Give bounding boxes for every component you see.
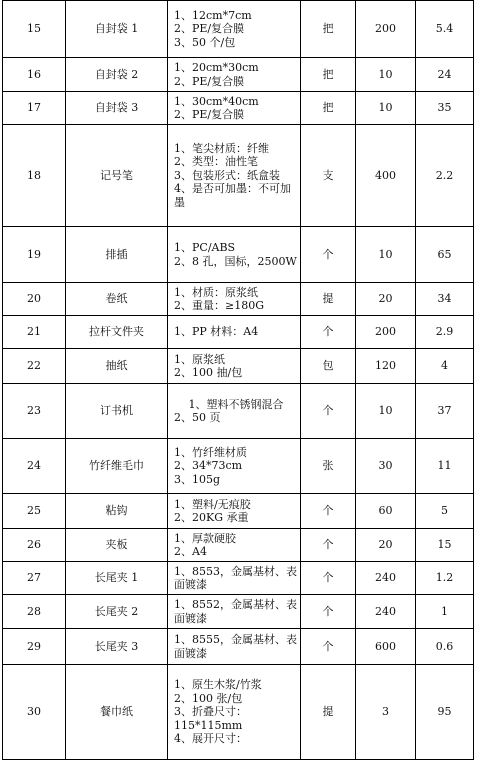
unit-price-cell: 15	[416, 529, 474, 562]
unit-cell: 张	[301, 439, 356, 494]
quantity-cell: 60	[356, 494, 416, 529]
row-number-cell: 15	[3, 1, 66, 58]
spec-cell	[168, 92, 301, 125]
spec-cell	[168, 283, 301, 316]
spec-line: 2、34*73cm	[174, 459, 243, 473]
spec-line: 1、PC/ABS	[174, 241, 236, 254]
quantity-cell: 10	[356, 92, 416, 125]
unit-price-cell: 65	[416, 227, 474, 283]
unit-price-cell: 95	[416, 665, 474, 760]
procurement-table-page	[2, 0, 474, 760]
row-number-cell: 20	[3, 283, 66, 316]
unit-cell: 个	[301, 529, 356, 562]
spec-line: 2、50 页	[174, 411, 221, 424]
table-row	[3, 439, 474, 494]
spec-line: 3、折叠尺寸：115*115mm	[174, 705, 247, 732]
unit-price-cell: 0.6	[416, 629, 474, 665]
quantity-cell: 240	[356, 595, 416, 629]
item-name-cell: 餐巾纸	[66, 665, 168, 760]
row-number-cell: 18	[3, 125, 66, 227]
row-number-cell: 25	[3, 494, 66, 529]
unit-cell: 个	[301, 595, 356, 629]
table-row	[3, 595, 474, 629]
spec-cell	[168, 665, 301, 760]
spec-line: 1、20cm*30cm	[174, 61, 259, 74]
unit-cell: 支	[301, 125, 356, 227]
unit-price-cell: 34	[416, 283, 474, 316]
row-number-cell: 16	[3, 58, 66, 92]
table-row	[3, 665, 474, 760]
quantity-cell: 240	[356, 562, 416, 595]
item-name-cell: 长尾夹 1	[66, 562, 168, 595]
row-number-cell: 23	[3, 384, 66, 439]
table-row	[3, 529, 474, 562]
row-number-cell: 29	[3, 629, 66, 665]
item-name-cell: 排插	[66, 227, 168, 283]
spec-cell	[168, 629, 301, 665]
table-row	[3, 58, 474, 92]
table-body	[3, 1, 474, 760]
spec-line: 1、8553，金属基材、表面镀漆	[174, 564, 297, 591]
spec-line: 2、8 孔，国标，2500W	[174, 254, 297, 268]
table-row	[3, 1, 474, 58]
spec-line: 1、塑料/无痕胶	[174, 497, 251, 511]
spec-line: 2、20KG 承重	[174, 511, 249, 524]
row-number-cell: 22	[3, 349, 66, 384]
spec-line: 1、PP 材料：A4	[174, 325, 259, 339]
quantity-cell: 400	[356, 125, 416, 227]
spec-line: 4、展开尺寸：	[174, 732, 247, 746]
spec-line: 4、是否可加墨：不可加墨	[174, 182, 291, 209]
table-row	[3, 316, 474, 349]
table-row	[3, 227, 474, 283]
item-name-cell: 抽纸	[66, 349, 168, 384]
table-row	[3, 629, 474, 665]
table-row	[3, 562, 474, 595]
item-name-cell: 竹纤维毛巾	[66, 439, 168, 494]
spec-line: 1、笔尖材质：纤维	[174, 141, 269, 155]
table-row	[3, 494, 474, 529]
spec-line: 2、PE/复合膜	[174, 74, 245, 88]
quantity-cell: 20	[356, 283, 416, 316]
row-number-cell: 26	[3, 529, 66, 562]
unit-cell: 提	[301, 665, 356, 760]
quantity-cell: 30	[356, 439, 416, 494]
unit-price-cell: 4	[416, 349, 474, 384]
unit-price-cell: 5.4	[416, 1, 474, 58]
spec-cell	[168, 349, 301, 384]
spec-cell	[168, 58, 301, 92]
unit-cell: 个	[301, 562, 356, 595]
spec-line: 1、30cm*40cm	[174, 94, 259, 108]
unit-cell: 把	[301, 58, 356, 92]
spec-cell	[168, 125, 301, 227]
table-row	[3, 349, 474, 384]
spec-line: 1、厚款硬胶	[174, 531, 236, 545]
spec-line: 3、50 个/包	[174, 35, 236, 49]
spec-line: 1、竹纤维材质	[174, 445, 247, 459]
spec-cell	[168, 316, 301, 349]
quantity-cell: 200	[356, 1, 416, 58]
unit-cell: 个	[301, 316, 356, 349]
spec-line: 1、塑料不锈钢混合	[188, 397, 284, 411]
quantity-cell: 600	[356, 629, 416, 665]
unit-price-cell: 2.9	[416, 316, 474, 349]
unit-cell: 个	[301, 384, 356, 439]
spec-cell	[168, 384, 301, 439]
item-name-cell: 订书机	[66, 384, 168, 439]
row-number-cell: 28	[3, 595, 66, 629]
spec-cell	[168, 562, 301, 595]
table-row	[3, 92, 474, 125]
spec-cell	[168, 1, 301, 58]
spec-line: 1、12cm*7cm	[174, 8, 252, 22]
quantity-cell: 3	[356, 665, 416, 760]
spec-line: 2、类型：油性笔	[174, 155, 258, 169]
item-name-cell: 记号笔	[66, 125, 168, 227]
row-number-cell: 24	[3, 439, 66, 494]
spec-line: 1、原生木浆/竹浆	[174, 678, 262, 692]
item-name-cell: 卷纸	[66, 283, 168, 316]
spec-cell	[168, 595, 301, 629]
spec-line: 2、PE/复合膜	[174, 22, 245, 36]
row-number-cell: 17	[3, 92, 66, 125]
unit-price-cell: 37	[416, 384, 474, 439]
row-number-cell: 21	[3, 316, 66, 349]
quantity-cell: 10	[356, 227, 416, 283]
spec-cell	[168, 494, 301, 529]
item-name-cell: 夹板	[66, 529, 168, 562]
spec-line: 2、A4	[174, 545, 207, 558]
quantity-cell: 20	[356, 529, 416, 562]
item-name-cell: 自封袋 1	[66, 1, 168, 58]
item-name-cell: 自封袋 3	[66, 92, 168, 125]
quantity-cell: 10	[356, 384, 416, 439]
unit-price-cell: 24	[416, 58, 474, 92]
spec-line: 1、原浆纸	[174, 352, 225, 366]
unit-price-cell: 1	[416, 595, 474, 629]
spec-cell	[168, 439, 301, 494]
quantity-cell: 120	[356, 349, 416, 384]
unit-price-cell: 35	[416, 92, 474, 125]
row-number-cell: 27	[3, 562, 66, 595]
quantity-cell: 10	[356, 58, 416, 92]
table-row	[3, 125, 474, 227]
row-number-cell: 30	[3, 665, 66, 760]
unit-cell: 个	[301, 227, 356, 283]
unit-price-cell: 5	[416, 494, 474, 529]
unit-cell: 把	[301, 92, 356, 125]
table-row	[3, 384, 474, 439]
quantity-cell: 200	[356, 316, 416, 349]
unit-price-cell: 11	[416, 439, 474, 494]
spec-line: 2、100 张/包	[174, 691, 243, 705]
spec-line: 2、PE/复合膜	[174, 108, 245, 121]
spec-line: 2、100 抽/包	[174, 366, 243, 379]
item-name-cell: 长尾夹 3	[66, 629, 168, 665]
unit-cell: 个	[301, 494, 356, 529]
row-number-cell: 19	[3, 227, 66, 283]
spec-line: 3、包装形式：纸盒装	[174, 168, 280, 182]
table-row	[3, 283, 474, 316]
spec-line: 1、8552，金属基材、表面镀漆	[174, 598, 297, 625]
unit-cell: 包	[301, 349, 356, 384]
spec-line: 3、105g	[174, 472, 221, 486]
unit-cell: 把	[301, 1, 356, 58]
item-name-cell: 拉杆文件夹	[66, 316, 168, 349]
unit-price-cell: 1.2	[416, 562, 474, 595]
unit-price-cell: 2.2	[416, 125, 474, 227]
spec-line: 1、材质：原浆纸	[174, 285, 258, 299]
item-name-cell: 自封袋 2	[66, 58, 168, 92]
unit-cell: 提	[301, 283, 356, 316]
spec-cell	[168, 529, 301, 562]
procurement-table	[2, 0, 474, 760]
unit-cell: 个	[301, 629, 356, 665]
spec-cell	[168, 227, 301, 283]
item-name-cell: 粘钩	[66, 494, 168, 529]
spec-line: 2、重量：≥180G	[174, 299, 264, 312]
item-name-cell: 长尾夹 2	[66, 595, 168, 629]
spec-line: 1、8555，金属基材、表面镀漆	[174, 633, 297, 660]
